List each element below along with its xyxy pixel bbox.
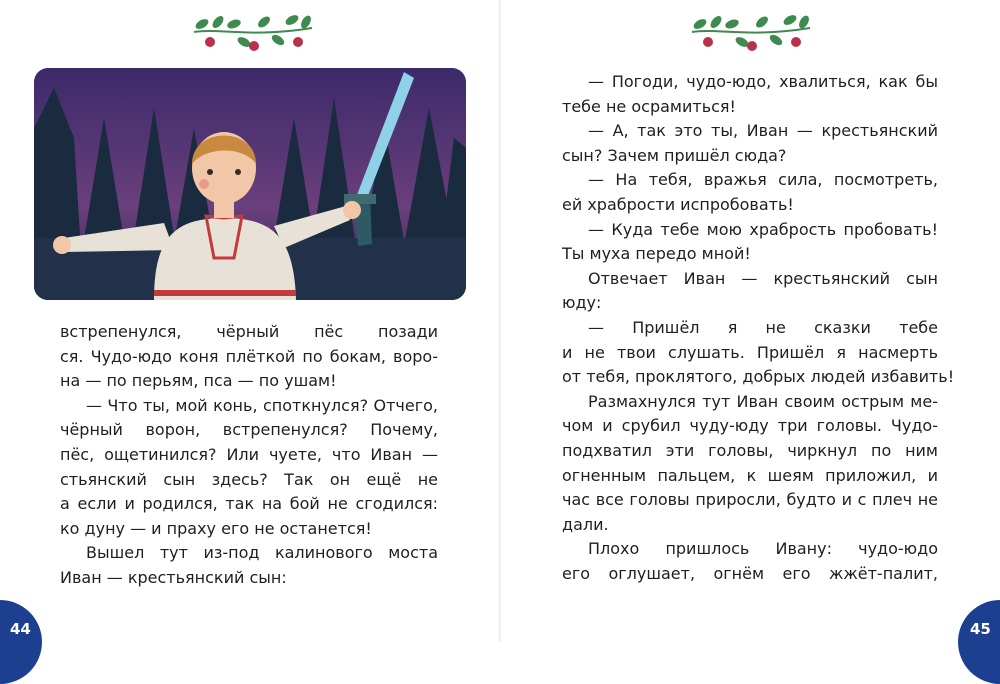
text-line: — Погоди, чудо-юдо, хвалиться, как бы	[588, 72, 938, 91]
paragraph	[60, 394, 438, 542]
text-line: на — по перьям, пса — по ушам!	[60, 371, 337, 391]
paragraph	[562, 537, 938, 586]
paragraph	[562, 70, 938, 119]
text-line: — Что ты, мой конь, споткнулся? Отчего,	[86, 395, 438, 415]
paragraph	[562, 218, 938, 267]
paragraph	[562, 390, 938, 538]
page-number: 45	[970, 620, 991, 638]
text-line: Вышел тут из-под калинового моста	[86, 543, 438, 563]
page-number: 44	[10, 620, 31, 638]
text-line: ся. Чудо-юдо коня плёткой по бокам, воро-	[60, 346, 438, 366]
right-page	[500, 0, 1000, 642]
text-line: — А, так это ты, Иван — крестьянский	[588, 121, 938, 141]
text-line: дали.	[562, 514, 609, 534]
paragraph	[562, 267, 938, 316]
text-line: ей храбрости испробовать!	[562, 194, 794, 214]
text-line: пёс, ощетинился? Или чуете, что Иван —	[60, 444, 438, 464]
text-line: его оглушает, огнём его жжёт-палит,	[562, 563, 938, 583]
paragraph	[562, 316, 955, 390]
text-line: Иван — крестьянский сын:	[60, 567, 287, 587]
berry-branch-ornament	[688, 10, 814, 54]
text-line: — Куда тебе мою храбрость пробовать!	[588, 219, 938, 239]
text-line: Размахнулся тут Иван своим острым ме-	[588, 391, 938, 411]
paragraph	[562, 119, 938, 168]
text-line: от тебя, проклятого, добрых людей избавить!	[562, 367, 955, 387]
right-page-text	[562, 70, 955, 586]
text-line: и не твои слушать. Пришёл я насмерть	[562, 342, 938, 362]
left-page	[0, 0, 500, 642]
text-line: Отвечает Иван — крестьянский сын	[588, 268, 938, 288]
paragraph	[60, 320, 438, 394]
text-line: чом и срубил чуду-юду три головы. Чудо-	[562, 416, 938, 436]
text-line: подхватил эти головы, чиркнул по ним	[562, 440, 938, 460]
text-line: — На тебя, вражья сила, посмотреть,	[588, 170, 938, 190]
left-page-text	[60, 320, 438, 591]
text-line: час все головы приросли, будто и с плеч не	[562, 490, 938, 510]
text-line: Ты муха передо мной!	[562, 244, 751, 264]
page-number-badge	[958, 600, 1000, 684]
page-number-badge	[0, 600, 42, 684]
berry-branch-ornament	[190, 10, 316, 54]
text-line: огненным пальцем, к шеям приложил, и	[562, 465, 938, 485]
text-line: юду:	[562, 293, 602, 313]
illustration-boy-with-sword	[34, 68, 466, 300]
paragraph	[60, 541, 438, 590]
text-line: а если и родился, так на бой не сгодился:	[60, 494, 438, 514]
text-line: стьянский сын здесь? Так он ещё не	[60, 469, 438, 489]
text-line: Плохо пришлось Ивану: чудо-юдо	[588, 539, 938, 559]
paragraph	[562, 168, 938, 217]
text-line: тебе не осрамиться!	[562, 96, 736, 116]
text-line: сын? Зачем пришёл сюда?	[562, 145, 787, 165]
text-line: встрепенулся, чёрный пёс позади	[60, 322, 438, 341]
text-line: чёрный ворон, встрепенулся? Почему,	[60, 420, 438, 440]
text-line: ко дуну — и праху его не останется!	[60, 518, 372, 538]
text-line: — Пришёл я не сказки тебе	[588, 317, 938, 337]
